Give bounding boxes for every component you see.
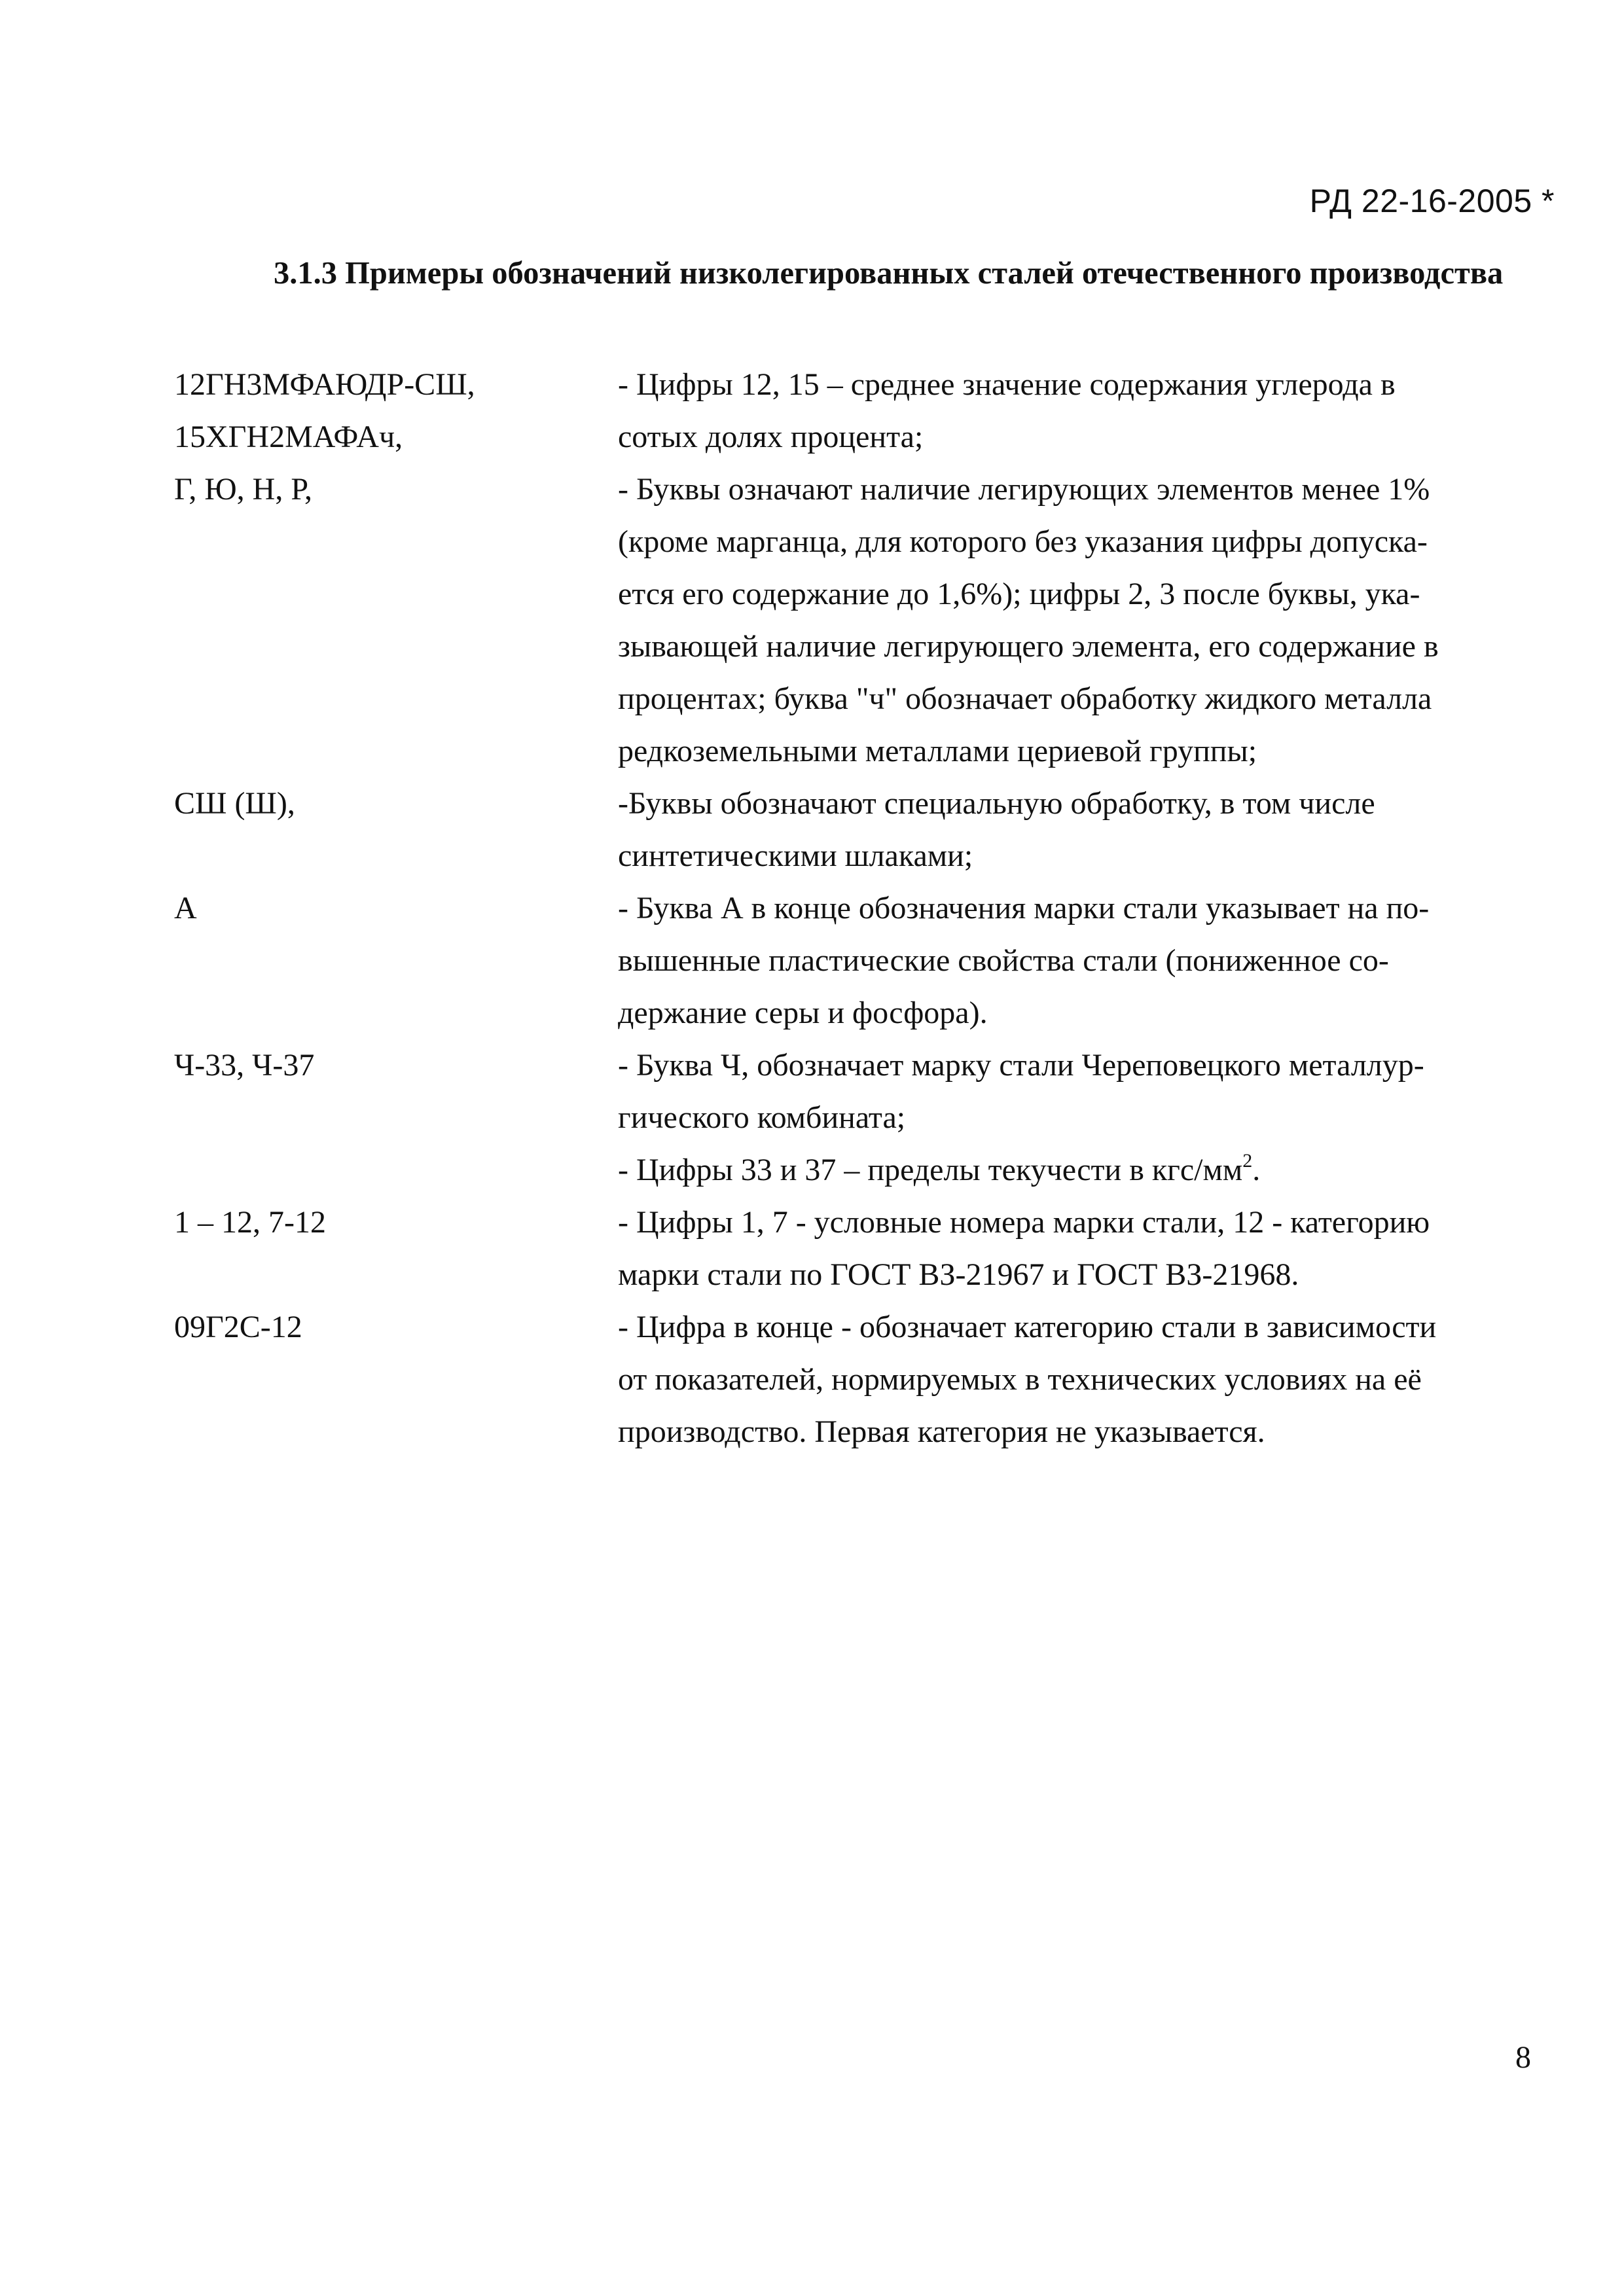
designation-label-line: 15ХГН2МАФАч, [174, 420, 403, 454]
designation-description [618, 1196, 1469, 1301]
description-line: от показателей, нормируемых в технических условиях на её [618, 1362, 1422, 1397]
designation-label: Ч-33, Ч-37 [174, 1048, 315, 1083]
description-line: -Буквы обозначают специальную обработку, в том числе [618, 786, 1375, 821]
description-line: (кроме марганца, для которого без указания цифры допуска- [618, 524, 1428, 559]
designation-description [618, 463, 1469, 778]
description-line [618, 1144, 1469, 1196]
designation-description [618, 778, 1469, 882]
designation-list [0, 359, 1624, 1458]
description-line: гического комбината; [618, 1100, 906, 1135]
description-line: марки стали по ГОСТ ВЗ-21967 и ГОСТ ВЗ-21968. [618, 1257, 1299, 1292]
description-line: зывающей наличие легирующего элемента, его содержание в [618, 629, 1439, 664]
description-line: - Цифры 1, 7 - условные номера марки стали, 12 - категорию [618, 1205, 1430, 1240]
list-item [0, 359, 1624, 463]
description-line: вышенные пластические свойства стали (пониженное со- [618, 943, 1389, 978]
designation-label-line: 12ГН3МФАЮДР-СШ, [174, 367, 475, 402]
designation-description [618, 882, 1469, 1039]
description-line: - Буква Ч, обозначает марку стали Череповецкого металлур- [618, 1048, 1424, 1083]
designation-label: СШ (Ш), [174, 786, 295, 821]
designation-label: Г, Ю, Н, Р, [174, 472, 313, 507]
description-line: процентах; буква "ч" обозначает обработку жидкого металла [618, 681, 1432, 716]
designation-label [174, 359, 475, 463]
section-title: 3.1.3 Примеры обозначений низколегированных сталей отечественного производства [274, 256, 1504, 291]
description-line: ется его содержание до 1,6%); цифры 2, 3 после буквы, ука- [618, 577, 1420, 611]
designation-description [618, 1039, 1469, 1196]
page-number: 8 [1515, 2040, 1531, 2075]
list-item [0, 1301, 1624, 1458]
designation-description [618, 1301, 1469, 1458]
unit-superscript: 2 [1242, 1150, 1253, 1172]
description-line: - Цифра в конце - обозначает категорию стали в зависимости [618, 1310, 1437, 1344]
list-item [0, 882, 1624, 1039]
description-punctuation: . [1252, 1153, 1261, 1187]
list-item [0, 1196, 1624, 1301]
document-code: РД 22-16-2005 * [1309, 183, 1555, 219]
designation-label: А [174, 891, 197, 925]
description-line: - Буква А в конце обозначения марки стали указывает на по- [618, 891, 1430, 925]
description-line: синтетическими шлаками; [618, 838, 973, 873]
list-item [0, 463, 1624, 778]
description-line: сотых долях процента; [618, 420, 924, 454]
list-item [0, 1039, 1624, 1196]
description-line: производство. Первая категория не указывается. [618, 1414, 1265, 1449]
description-text: - Цифры 33 и 37 – пределы текучести в кгс/мм [618, 1153, 1243, 1187]
designation-description [618, 359, 1469, 463]
description-line: - Буквы означают наличие легирующих элементов менее 1% [618, 472, 1430, 507]
designation-label: 09Г2С-12 [174, 1310, 302, 1344]
description-line: - Цифры 12, 15 – среднее значение содержания углерода в [618, 367, 1396, 402]
designation-label: 1 – 12, 7-12 [174, 1205, 326, 1240]
description-line: редкоземельными металлами цериевой группы; [618, 734, 1257, 768]
description-line: держание серы и фосфора). [618, 996, 988, 1030]
list-item [0, 778, 1624, 882]
